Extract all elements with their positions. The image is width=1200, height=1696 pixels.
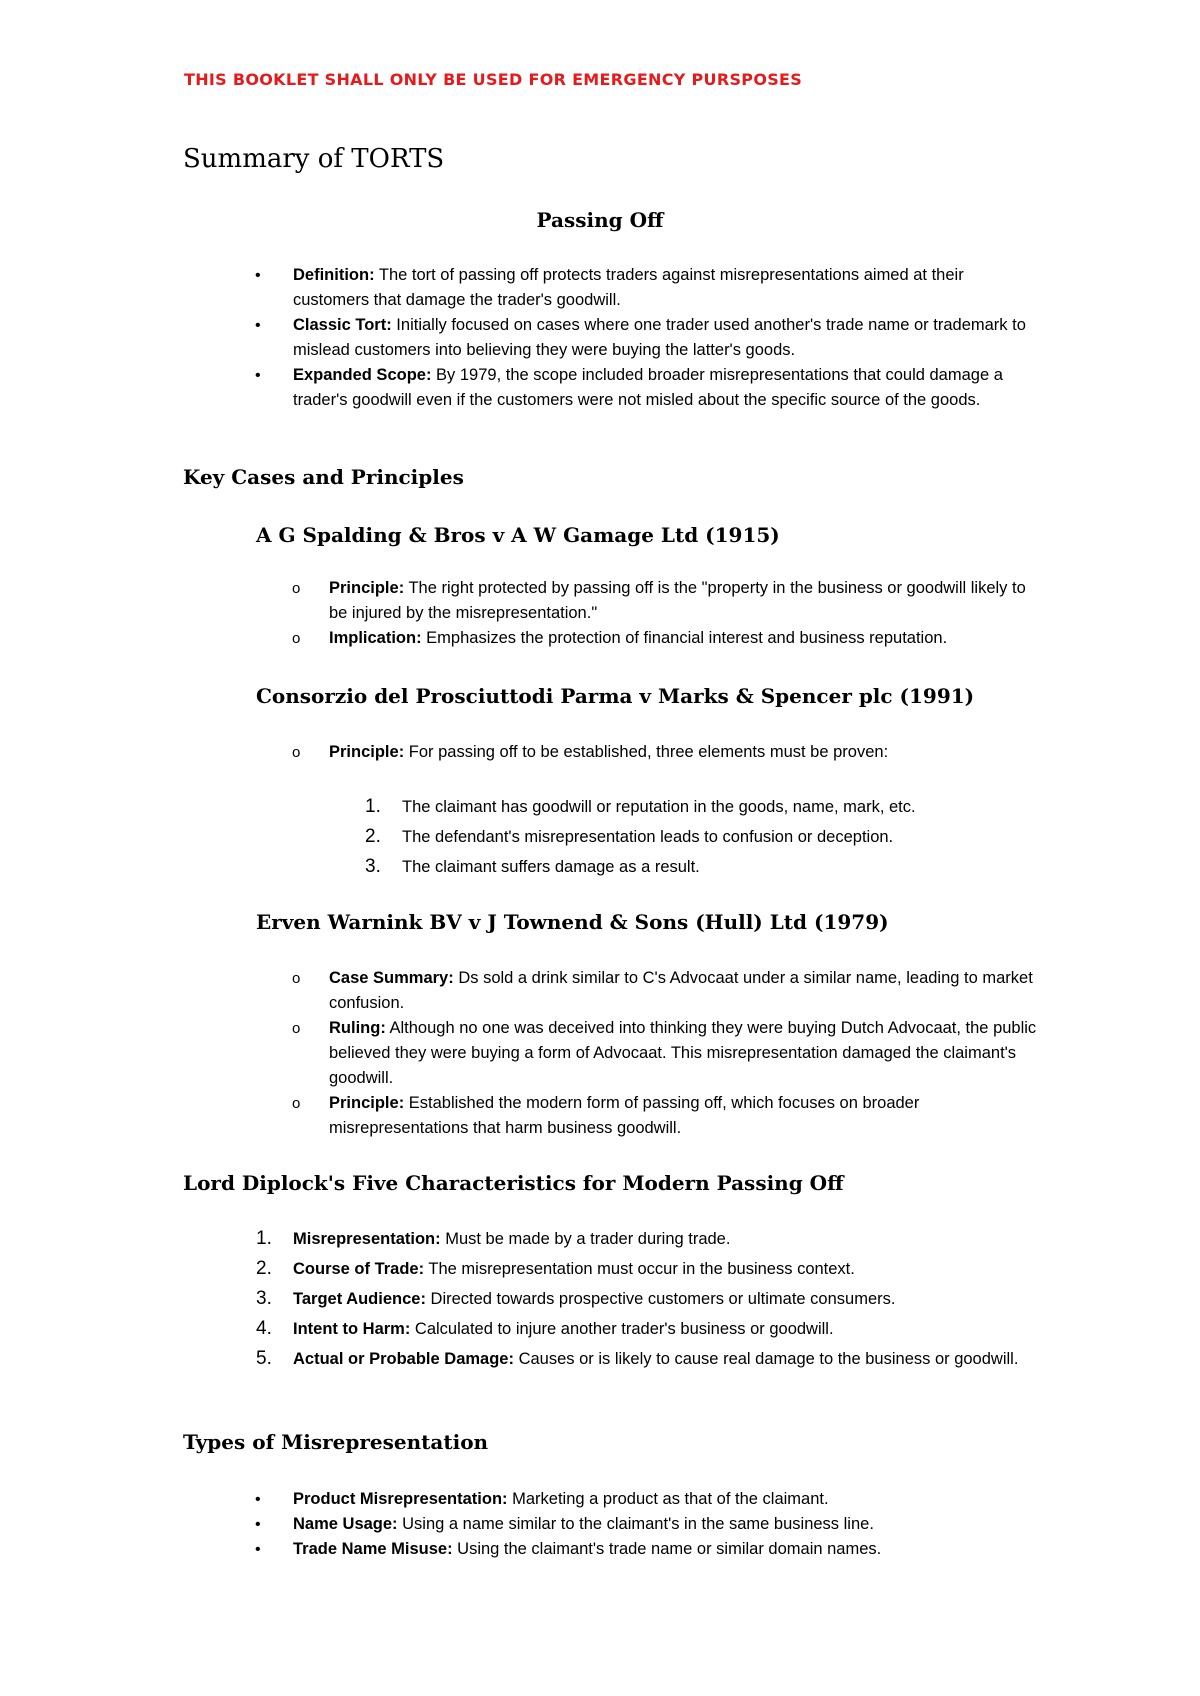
key-cases-heading: Key Cases and Principles — [183, 465, 464, 489]
item-text: Using the claimant's trade name or similar domain names. — [452, 1540, 882, 1558]
bullet-marker: • — [255, 1491, 261, 1508]
diplock-heading: Lord Diplock's Five Characteristics for Modern Passing Off — [183, 1171, 844, 1195]
list-item — [220, 313, 1040, 363]
item-label: Product Misrepresentation: — [293, 1490, 508, 1508]
list-item — [329, 795, 1049, 820]
list-item — [220, 1287, 1040, 1312]
page-title: Summary of TORTS — [183, 144, 445, 174]
emergency-notice: THIS BOOKLET SHALL ONLY BE USED FOR EMERGENCY PURSPOSES — [184, 70, 803, 89]
item-text: Emphasizes the protection of financial interest and business reputation. — [421, 629, 948, 647]
bullet-marker: • — [255, 1516, 261, 1533]
list-item — [220, 1227, 1040, 1252]
bullet-marker: • — [255, 267, 261, 284]
item-label: Principle: — [329, 743, 405, 761]
item-text: Must be made by a trader during trade. — [440, 1230, 731, 1248]
item-label: Course of Trade: — [293, 1260, 425, 1278]
list-item — [220, 1487, 1040, 1512]
number-marker: 2. — [256, 1258, 272, 1279]
bullet-marker: • — [255, 367, 261, 384]
item-text: The claimant has goodwill or reputation in the goods, name, mark, etc. — [402, 798, 916, 816]
circle-marker: o — [292, 1095, 301, 1112]
item-label: Classic Tort: — [293, 316, 392, 334]
list-item — [256, 626, 1040, 651]
item-label: Intent to Harm: — [293, 1320, 411, 1338]
list-item — [220, 1257, 1040, 1282]
number-marker: 2. — [365, 826, 381, 847]
circle-marker: o — [292, 744, 301, 761]
number-marker: 4. — [256, 1318, 272, 1339]
number-marker: 3. — [365, 856, 381, 877]
item-label: Case Summary: — [329, 969, 454, 987]
item-label: Implication: — [329, 629, 422, 647]
list-item — [256, 966, 1040, 1016]
list-item — [256, 1091, 1040, 1141]
item-label: Ruling: — [329, 1019, 386, 1037]
item-text: Established the modern form of passing off, which focuses on broader misrepresentations that harm business goodwill. — [329, 1094, 920, 1137]
diplock-list — [220, 1227, 1040, 1377]
item-text: Calculated to injure another trader's business or goodwill. — [410, 1320, 834, 1338]
item-text: Initially focused on cases where one trader used another's trade name or trademark to mislead customers into believing they were buying the latter's goods. — [293, 316, 1026, 359]
circle-marker: o — [292, 630, 301, 647]
list-item — [220, 263, 1040, 313]
parma-elements-list — [329, 795, 1049, 885]
item-text: For passing off to be established, three elements must be proven: — [404, 743, 889, 761]
list-item — [329, 855, 1049, 880]
item-text: Using a name similar to the claimant's in the same business line. — [397, 1515, 874, 1533]
number-marker: 1. — [365, 796, 381, 817]
circle-marker: o — [292, 1020, 301, 1037]
types-heading: Types of Misrepresentation — [183, 1430, 489, 1454]
item-label: Misrepresentation: — [293, 1230, 441, 1248]
number-marker: 3. — [256, 1288, 272, 1309]
passing-off-heading: Passing Off — [536, 208, 664, 232]
item-text: Although no one was deceived into thinking they were buying Dutch Advocaat, the public believed they were buying a form of Advocaat. This misrepresentation damaged the claimant's goodwill. — [329, 1019, 1037, 1087]
number-marker: 1. — [256, 1228, 272, 1249]
item-text: By 1979, the scope included broader misrepresentations that could damage a trader's goodwill even if the customers were not misled about the specific source of the goods. — [293, 366, 1003, 409]
bullet-marker: • — [255, 1541, 261, 1558]
item-text: The defendant's misrepresentation leads to confusion or deception. — [402, 828, 894, 846]
item-label: Name Usage: — [293, 1515, 398, 1533]
item-text: Ds sold a drink similar to C's Advocaat under a similar name, leading to market confusion. — [329, 969, 1033, 1012]
item-text: Marketing a product as that of the claimant. — [507, 1490, 829, 1508]
item-label: Actual or Probable Damage: — [293, 1350, 514, 1368]
list-item — [220, 1347, 1040, 1372]
item-label: Principle: — [329, 1094, 405, 1112]
item-text: The claimant suffers damage as a result. — [402, 858, 700, 876]
case-title-warnink: Erven Warnink BV v J Townend & Sons (Hull) Ltd (1979) — [256, 910, 889, 934]
item-label: Target Audience: — [293, 1290, 426, 1308]
list-item — [256, 740, 1040, 765]
list-item — [220, 1512, 1040, 1537]
item-text: The right protected by passing off is the "property in the business or goodwill likely to be injured by the misrepresentation." — [329, 579, 1026, 622]
item-text: Causes or is likely to cause real damage to the business or goodwill. — [513, 1350, 1019, 1368]
bullet-marker: • — [255, 317, 261, 334]
item-label: Expanded Scope: — [293, 366, 432, 384]
list-item — [220, 1317, 1040, 1342]
list-item — [256, 1016, 1040, 1091]
item-text: Directed towards prospective customers or ultimate consumers. — [425, 1290, 896, 1308]
item-label: Principle: — [329, 579, 405, 597]
circle-marker: o — [292, 580, 301, 597]
item-text: The misrepresentation must occur in the business context. — [424, 1260, 855, 1278]
item-text: The tort of passing off protects traders against misrepresentations aimed at their customers that damage the trader's goodwill. — [293, 266, 964, 309]
list-item — [256, 576, 1040, 626]
case-spalding-list — [256, 576, 1040, 651]
list-item — [220, 1537, 1040, 1562]
list-item — [220, 363, 1040, 413]
case-warnink-list — [256, 966, 1040, 1141]
item-label: Trade Name Misuse: — [293, 1540, 453, 1558]
case-title-parma: Consorzio del Prosciuttodi Parma v Marks & Spencer plc (1991) — [256, 684, 975, 708]
circle-marker: o — [292, 970, 301, 987]
item-label: Definition: — [293, 266, 375, 284]
types-list — [220, 1487, 1040, 1562]
passing-off-list — [220, 263, 1040, 413]
list-item — [329, 825, 1049, 850]
number-marker: 5. — [256, 1348, 272, 1369]
case-parma-list — [256, 740, 1040, 765]
case-title-spalding: A G Spalding & Bros v A W Gamage Ltd (1915) — [256, 523, 780, 547]
